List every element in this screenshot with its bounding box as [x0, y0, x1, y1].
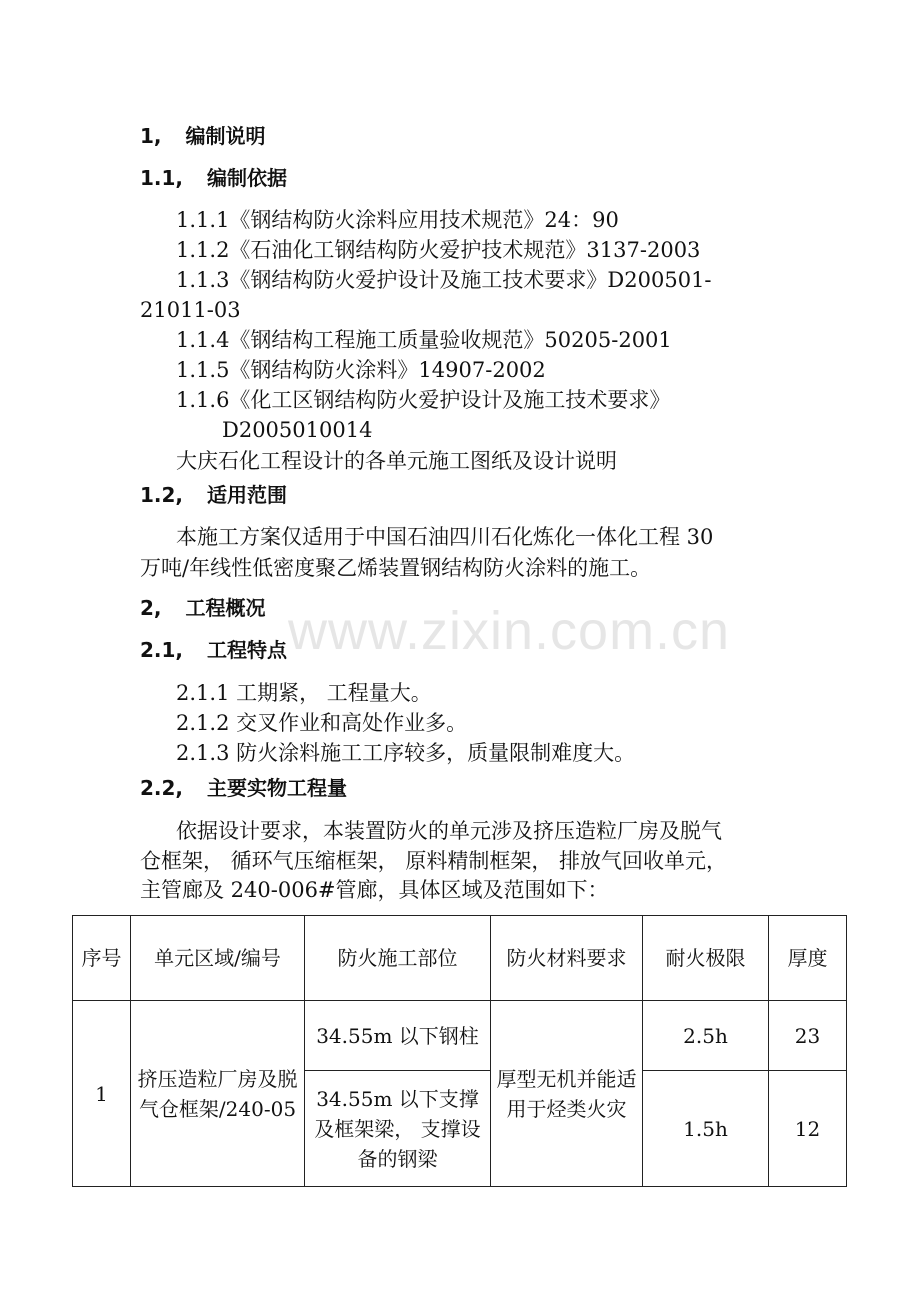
- basis-item: D2005010014: [222, 418, 373, 442]
- thickness-cell: 23: [769, 1001, 847, 1071]
- heading-1-1: [140, 164, 287, 192]
- heading-title: 工程概况: [185, 596, 266, 620]
- quantities-text: 仓框架， 循环气压缩框架， 原料精制框架， 排放气回收单元，: [140, 849, 728, 873]
- header-cell: 防火材料要求: [491, 916, 643, 1001]
- basis-item: 1.1.4《钢结构工程施工质量验收规范》50205-2001: [176, 328, 672, 352]
- table-header-row: [73, 916, 847, 1001]
- header-cell: 序号: [73, 916, 131, 1001]
- header-cell: 防火施工部位: [305, 916, 491, 1001]
- heading-title: 编制依据: [207, 166, 288, 190]
- heading-title: 适用范围: [207, 483, 288, 507]
- heading-number: 1.1,: [140, 166, 184, 190]
- quantities-text: 主管廊及 240-006#管廊，具体区域及范围如下：: [140, 878, 609, 902]
- feature-item: 2.1.3 防火涂料施工工序较多，质量限制难度大。: [176, 741, 636, 765]
- part-cell: 34.55m 以下支撑及框架梁， 支撑设备的钢梁: [305, 1071, 491, 1187]
- heading-2: [140, 594, 266, 622]
- area-cell: 挤压造粒厂房及脱气仓框架/240-05: [131, 1001, 305, 1187]
- rating-cell: 2.5h: [643, 1001, 769, 1071]
- rating-cell: 1.5h: [643, 1071, 769, 1187]
- basis-item: 1.1.5《钢结构防火涂料》14907-2002: [176, 358, 546, 382]
- heading-number: 2,: [140, 596, 162, 620]
- heading-title: 工程特点: [207, 638, 288, 662]
- basis-item: 1.1.6《化工区钢结构防火爱护设计及施工技术要求》: [176, 388, 671, 412]
- heading-2-1: [140, 636, 287, 664]
- table-row: [73, 1001, 847, 1071]
- thickness-cell: 12: [769, 1071, 847, 1187]
- material-cell: 厚型无机并能适用于烃类火灾: [491, 1001, 643, 1187]
- heading-number: 1,: [140, 124, 162, 148]
- heading-2-2: [140, 774, 347, 802]
- basis-item: 1.1.2《石油化工钢结构防火爱护技术规范》3137-2003: [176, 238, 701, 262]
- heading-title: 主要实物工程量: [207, 776, 348, 800]
- row-number-cell: 1: [73, 1001, 131, 1187]
- scope-text: 万吨/年线性低密度聚乙烯装置钢结构防火涂料的施工。: [140, 556, 652, 580]
- basis-item: 大庆石化工程设计的各单元施工图纸及设计说明: [176, 449, 617, 473]
- header-cell: 单元区域/编号: [131, 916, 305, 1001]
- feature-item: 2.1.2 交叉作业和高处作业多。: [176, 711, 468, 735]
- basis-item: 21011-03: [140, 298, 241, 322]
- heading-title: 编制说明: [185, 124, 266, 148]
- basis-item: 1.1.3《钢结构防火爱护设计及施工技术要求》D200501-: [176, 268, 712, 292]
- header-cell: 厚度: [769, 916, 847, 1001]
- basis-item: 1.1.1《钢结构防火涂料应用技术规范》24：90: [176, 208, 619, 232]
- fireproof-scope-table: [72, 915, 847, 1187]
- part-cell: 34.55m 以下钢柱: [305, 1001, 491, 1071]
- heading-number: 2.1,: [140, 638, 184, 662]
- watermark: www.zixin.com.cn: [288, 601, 731, 661]
- heading-number: 2.2,: [140, 776, 184, 800]
- scope-text: 本施工方案仅适用于中国石油四川石化炼化一体化工程 30: [176, 525, 714, 549]
- header-cell: 耐火极限: [643, 916, 769, 1001]
- heading-1: [140, 122, 266, 150]
- quantities-text: 依据设计要求，本装置防火的单元涉及挤压造粒厂房及脱气: [176, 819, 722, 843]
- heading-number: 1.2,: [140, 483, 184, 507]
- heading-1-2: [140, 481, 287, 509]
- feature-item: 2.1.1 工期紧， 工程量大。: [176, 681, 432, 705]
